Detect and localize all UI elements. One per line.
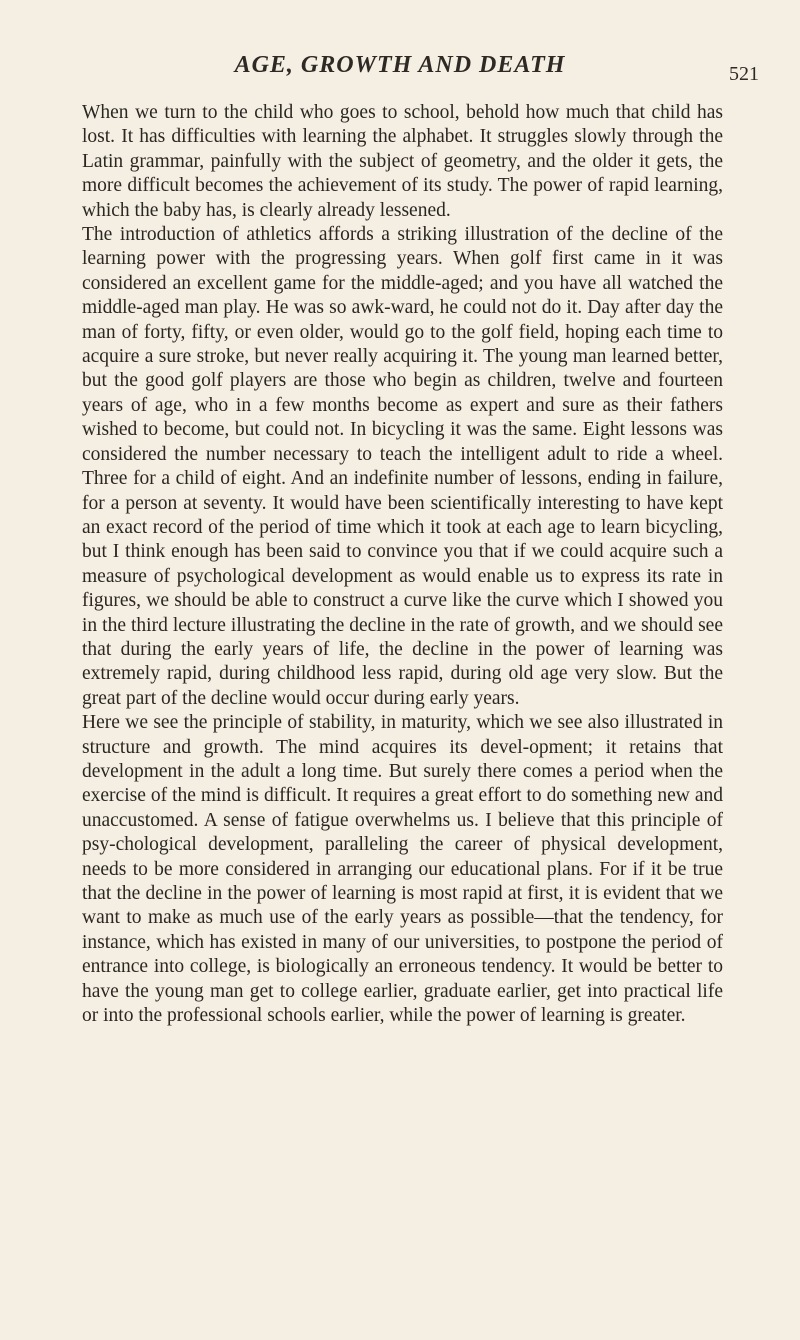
paragraph: When we turn to the child who goes to school, behold how much that child has lost. It has difficulties with learning the alphabet. It struggles slowly through the Latin grammar, painfully with the subject of geometry, and the older it gets, the more difficult becomes the achievement of its study. The power of rapid learning, which the baby has, is clearly already lessened. [82,102,723,221]
paragraph: The introduction of athletics affords a striking illustration of the decline of the learning power with the progressing years. When golf first came in it was considered an excellent game for the middle-aged; and you have all watched the middle-aged man play. He was so awk-ward, he could not do it. Day after day the man of forty, fifty, or even older, would go to the golf field, hoping each time to acquire a sure stroke, but never really acquiring it. The young man learned better, but the good golf players are those who begin as children, twelve and fourteen years of age, who in a few months become as expert and sure as their fathers wished to become, but could not. In bicycling it was the same. Eight lessons was considered the number necessary to teach the intelligent adult to ride a wheel. Three for a child of eight. And an indefinite number of lessons, ending in failure, for a person at seventy. It would have been scientifically interesting to have kept an exact record of the period of time which it took at each age to learn bicycling, but I think enough has been said to convince you that if we could acquire such a measure of psychological development as would enable us to express its rate in figures, we should be able to construct a curve like the curve which I showed you in the third lecture illustrating the decline in the rate of growth, and we should see that during the early years of life, the decline in the power of learning was extremely rapid, during childhood less rapid, during old age very slow. But the great part of the decline would occur during early years. [82,224,723,709]
body-text [82,101,723,1028]
paragraph: Here we see the principle of stability, in maturity, which we see also illustrated in structure and growth. The mind acquires its devel-opment; it retains that development in the adult a long time. But surely there comes a period when the exercise of the mind is difficult. It requires a great effort to do something new and unaccustomed. A sense of fatigue overwhelms us. I believe that this principle of psy-chological development, paralleling the career of physical development, needs to be more considered in arranging our educational plans. For if it be true that the decline in the power of learning is most rapid at first, it is evident that we want to make as much use of the early years as possible—that the tendency, for instance, which has existed in many of our universities, to postpone the period of entrance into college, is biologically an erroneous tendency. It would be better to have the young man get to college earlier, graduate earlier, get into practical life or into the professional schools earlier, while the power of learning is greater. [82,712,723,1027]
page-number: 521 [729,63,759,85]
running-title: AGE, GROWTH AND DEATH [234,52,566,78]
